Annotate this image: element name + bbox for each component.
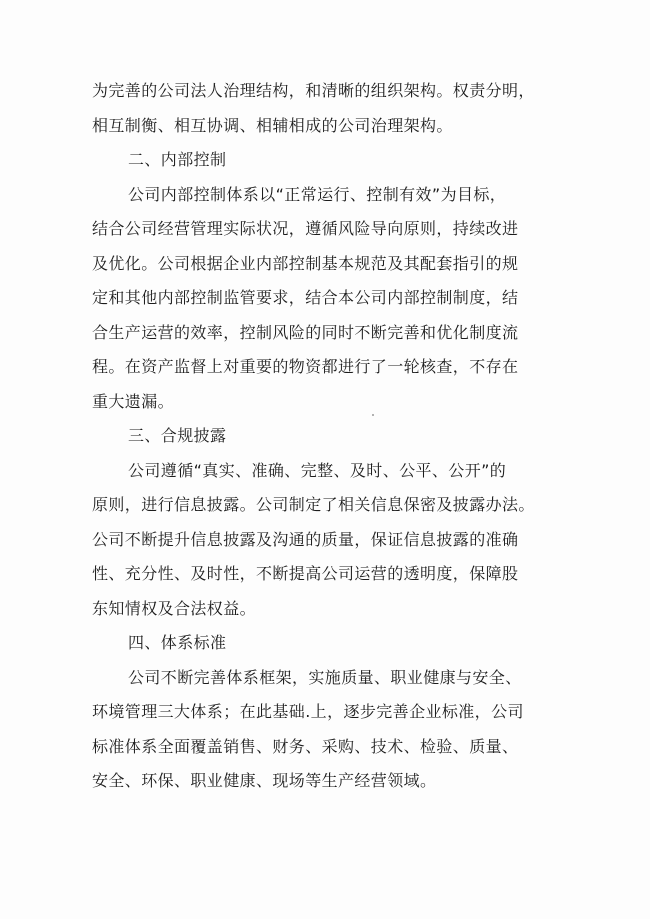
body-line: 性、充分性、及时性，不断提高公司运营的透明度，保障股 xyxy=(92,564,519,583)
section-heading-system-standards: 四、体系标准 xyxy=(128,633,227,652)
body-line: 相互制衡、相互协调、相辅相成的公司治理架构。 xyxy=(92,115,453,135)
body-line: 原则，进行信息披露。公司制定了相关信息保密及披露办法。 xyxy=(92,495,535,514)
document-body xyxy=(92,74,562,799)
body-line: 结合公司经营管理实际状况，遵循风险导向原则，持续改进 xyxy=(92,219,519,238)
section-heading-compliance-disclosure: 三、合规披露 xyxy=(128,426,227,445)
body-line: 合生产运营的效率，控制风险的同时不断完善和优化制度流 xyxy=(92,322,519,342)
scan-speck xyxy=(372,414,374,416)
body-line: 标准体系全面覆盖销售、财务、采购、技术、检验、质量、 xyxy=(92,736,519,756)
body-line: 为完善的公司法人治理结构，和清晰的组织架构。权责分明， xyxy=(92,81,535,100)
body-line: 重大遗漏。 xyxy=(92,391,175,411)
body-line: 东知情权及合法权益。 xyxy=(92,598,257,618)
section-heading-internal-control: 二、内部控制 xyxy=(128,150,227,169)
body-line: 及优化。公司根据企业内部控制基本规范及其配套指引的规 xyxy=(92,253,519,273)
body-line: 安全、环保、职业健康、现场等生产经营领域。 xyxy=(92,771,437,790)
body-line: 环境管理三大体系；在此基础.上，逐步完善企业标准，公司 xyxy=(92,702,524,721)
body-line: 公司内部控制体系以“正常运行、控制有效”为目标， xyxy=(128,184,507,204)
body-line: 公司不断提升信息披露及沟通的质量，保证信息披露的准确 xyxy=(92,529,519,549)
body-line: 公司不断完善体系框架，实施质量、职业健康与安全、 xyxy=(128,667,522,687)
body-line: 公司遵循“真实、准确、完整、及时、公平、公开”的 xyxy=(128,460,507,480)
body-line: 程。在资产监督上对重要的物资都进行了一轮核查，不存在 xyxy=(92,357,519,376)
body-line: 定和其他内部控制监管要求，结合本公司内部控制制度，结 xyxy=(92,288,519,307)
